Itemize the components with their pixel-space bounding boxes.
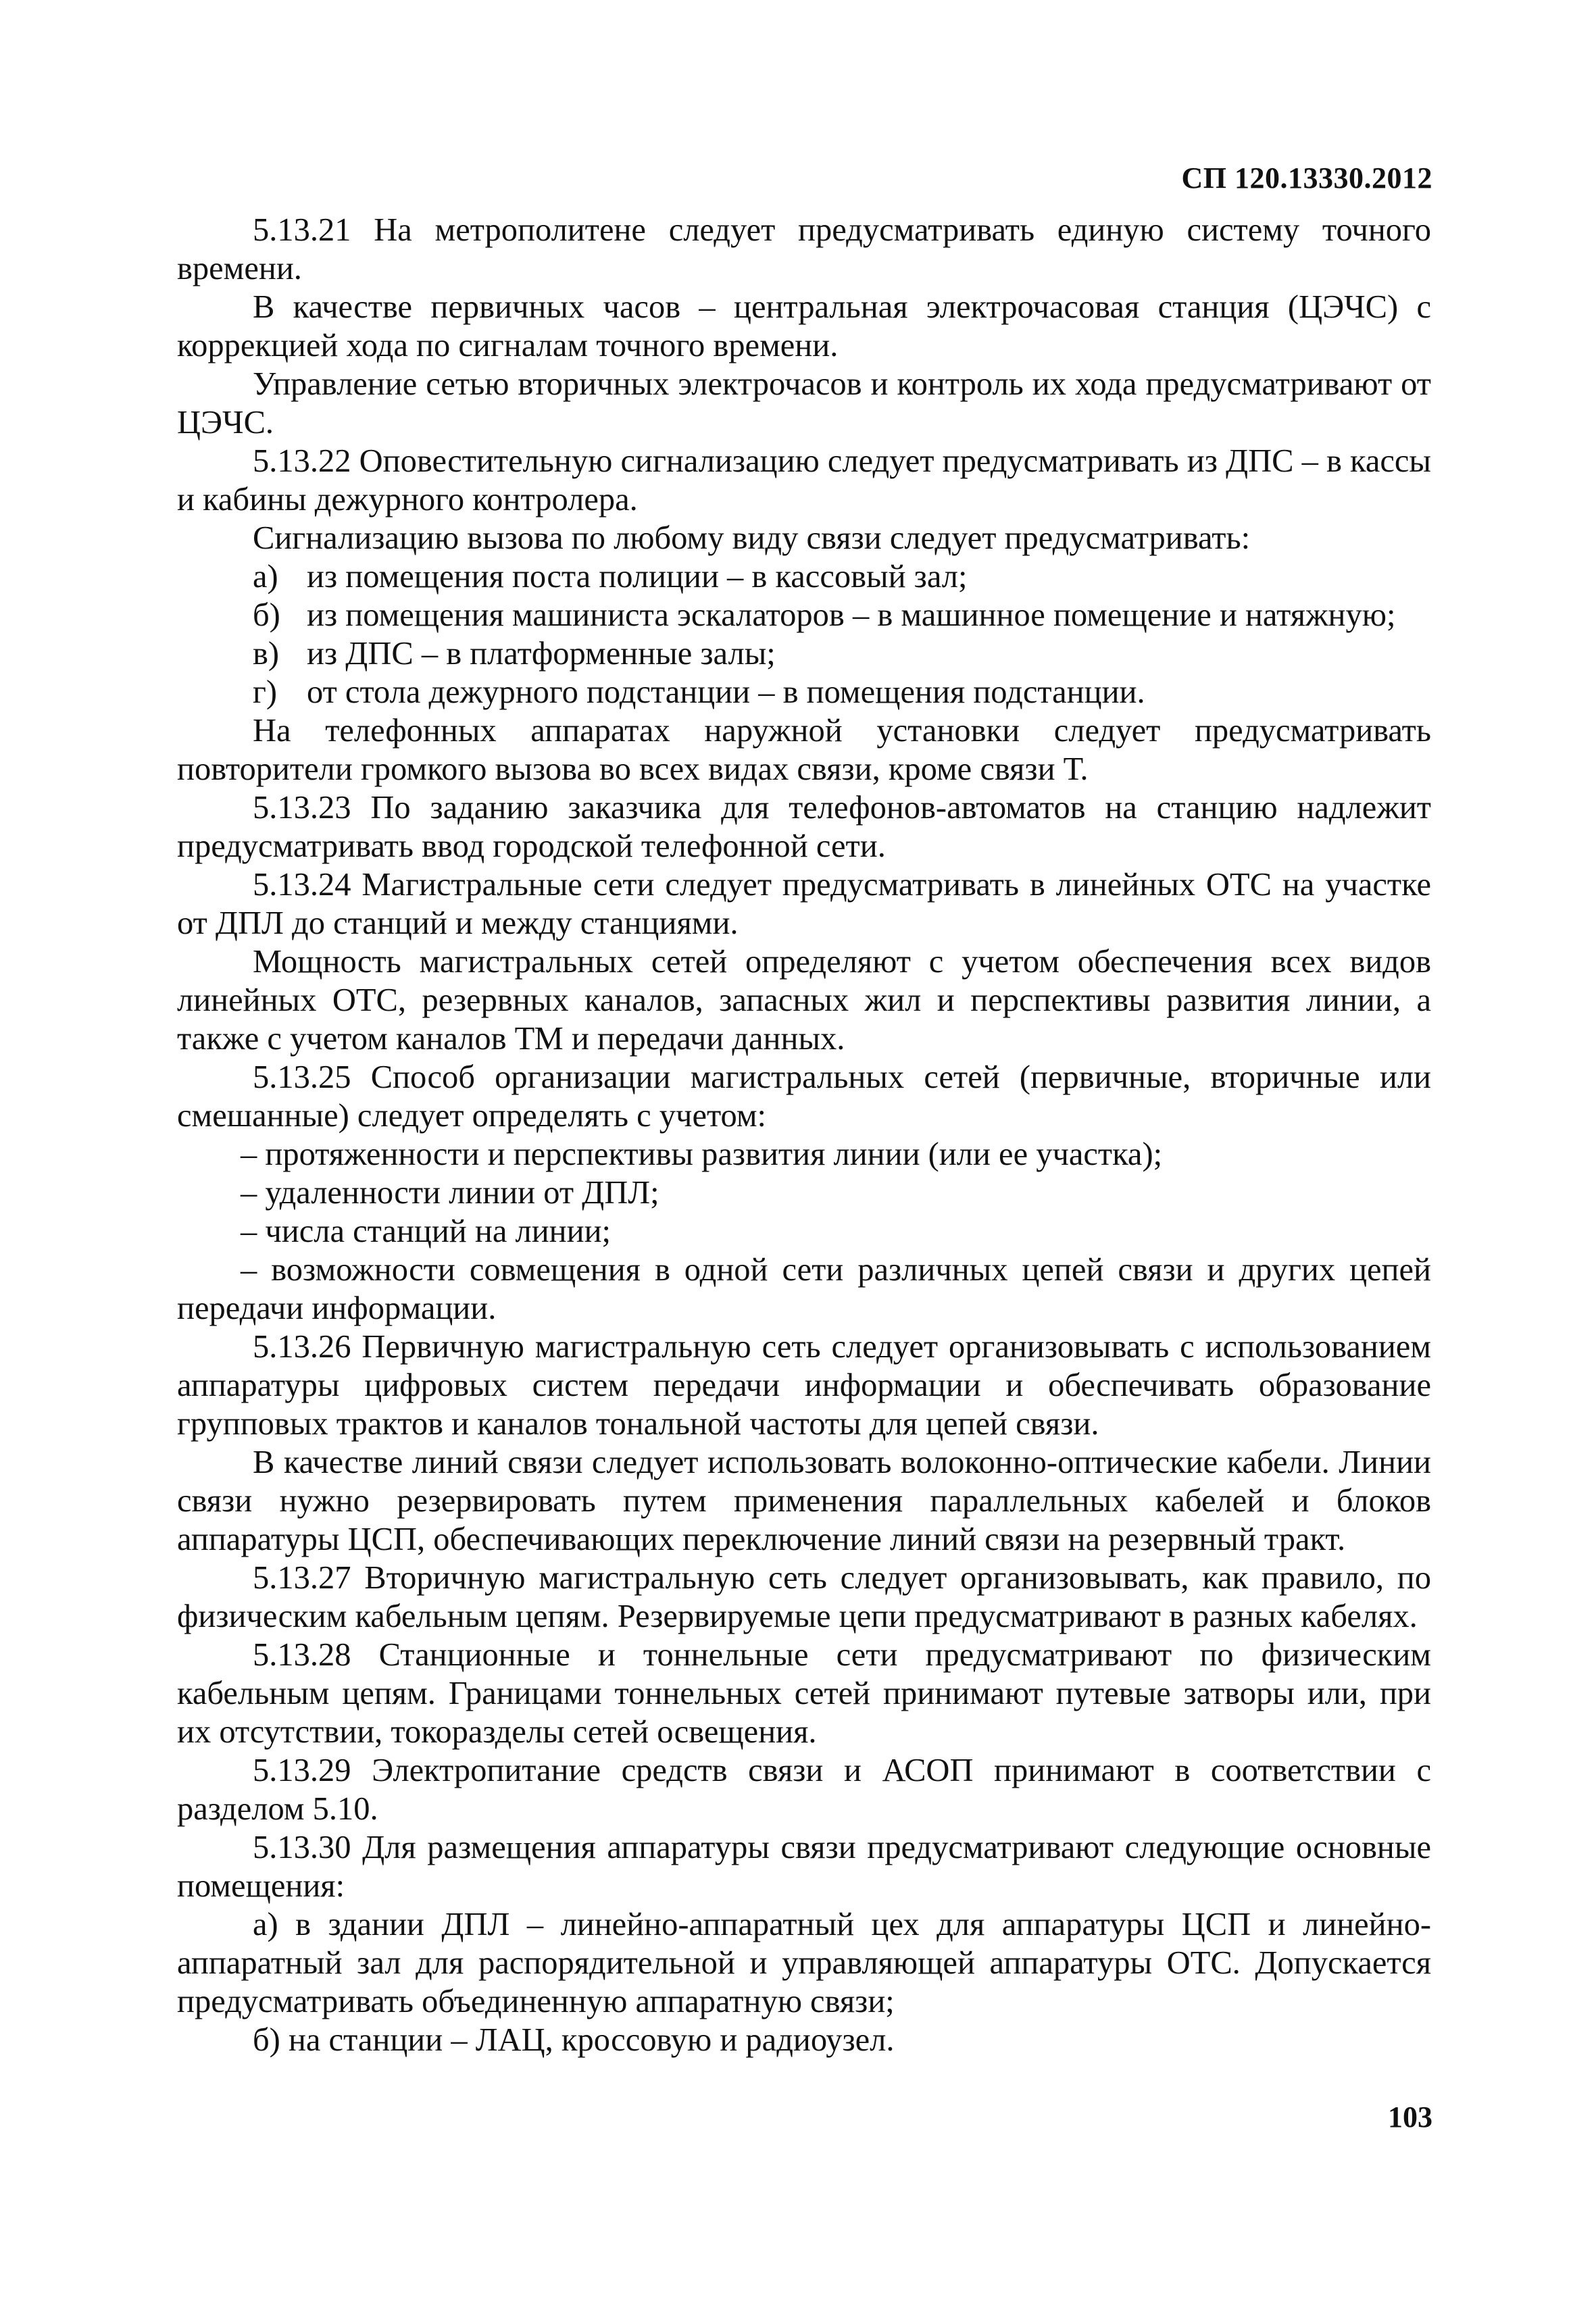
dash-item: – удаленности линии от ДПЛ; [241,1175,659,1211]
paragraph: 5.13.27 Вторичную магистральную сеть следует организовывать, как правило, по физическим кабельным цепям. Резервируемые цепи предусматривают в разных кабелях. [177,1560,1431,1634]
list-item [177,673,1431,711]
document-code: СП 120.13330.2012 [1181,161,1432,195]
page-number: 103 [1388,2101,1432,2134]
paragraph: В качестве первичных часов – центральная электрочасовая станция (ЦЭЧС) с коррекцией хода по сигналам точного времени. [177,289,1431,363]
paragraph: Управление сетью вторичных электрочасов и контроль их хода предусматривают от ЦЭЧС. [177,366,1431,441]
list-item [177,634,1431,673]
list-item [177,557,1431,596]
list-marker: б) [253,597,280,633]
list-marker: а) [253,559,278,595]
paragraph: а) в здании ДПЛ – линейно-аппаратный цех для аппаратуры ЦСП и линейно-аппаратный зал для распорядительной и управляющей аппаратуры ОТС. Допускается предусматривать объединенную аппаратную связи; [177,1907,1431,2019]
dash-item: – протяженности и перспективы развития линии (или ее участка); [241,1136,1163,1172]
paragraph: 5.13.24 Магистральные сети следует предусматривать в линейных ОТС на участке от ДПЛ до станций и между станциями. [177,867,1431,941]
paragraph: Мощность магистральных сетей определяют с учетом обеспечения всех видов линейных ОТС, резервных каналов, запасных жил и перспективы развития линии, а также с учетом каналов ТМ и передачи данных. [177,944,1431,1057]
paragraph: Сигнализацию вызова по любому виду связи следует предусматривать: [253,520,1251,556]
paragraph: 5.13.30 Для размещения аппаратуры связи предусматривают следующие основные помещения: [177,1830,1431,1904]
paragraph: В качестве линий связи следует использовать волоконно-оптические кабели. Линии связи нужно резервировать путем применения параллельных кабелей и блоков аппаратуры ЦСП, обеспечивающих переключение линий связи на резервный тракт. [177,1444,1431,1557]
list-item [177,596,1431,634]
list-marker: в) [253,636,280,672]
paragraph: 5.13.29 Электропитание средств связи и АСОП принимают в соответствии с разделом 5.10. [177,1753,1431,1827]
paragraph: 5.13.21 На метрополитене следует предусматривать единую систему точного времени. [177,212,1431,286]
list-item-text: из ДПС – в платформенные залы; [307,636,776,672]
document-body [177,211,1431,2059]
dash-item: – возможности совмещения в одной сети различных цепей связи и других цепей передачи информации. [177,1252,1431,1326]
paragraph: 5.13.22 Оповестительную сигнализацию следует предусматривать из ДПС – в кассы и кабины дежурного контролера. [177,443,1431,518]
list-item-text: из помещения машиниста эскалаторов – в машинное помещение и натяжную; [307,597,1396,633]
paragraph: 5.13.23 По заданию заказчика для телефонов-автоматов на станцию надлежит предусматривать ввод городской телефонной сети. [177,790,1431,864]
paragraph: На телефонных аппаратах наружной установки следует предусматривать повторители громкого вызова во всех видах связи, кроме связи Т. [177,713,1431,787]
paragraph: 5.13.26 Первичную магистральную сеть следует организовывать с использованием аппаратуры цифровых систем передачи информации и обеспечивать образование групповых трактов и каналов тональной частоты для цепей связи. [177,1329,1431,1442]
dash-item: – числа станций на линии; [241,1213,611,1249]
list-item-text: от стола дежурного подстанции – в помещения подстанции. [307,674,1145,710]
list-marker: г) [253,674,278,710]
paragraph: б) на станции – ЛАЦ, кроссовую и радиоузел. [253,2022,895,2058]
list-item-text: из помещения поста полиции – в кассовый зал; [307,559,968,595]
paragraph: 5.13.28 Станционные и тоннельные сети предусматривают по физическим кабельным цепям. Границами тоннельных сетей принимают путевые затворы или, при их отсутствии, токоразделы сетей освещения. [177,1637,1431,1750]
paragraph: 5.13.25 Способ организации магистральных сетей (первичные, вторичные или смешанные) следует определять с учетом: [177,1059,1431,1134]
